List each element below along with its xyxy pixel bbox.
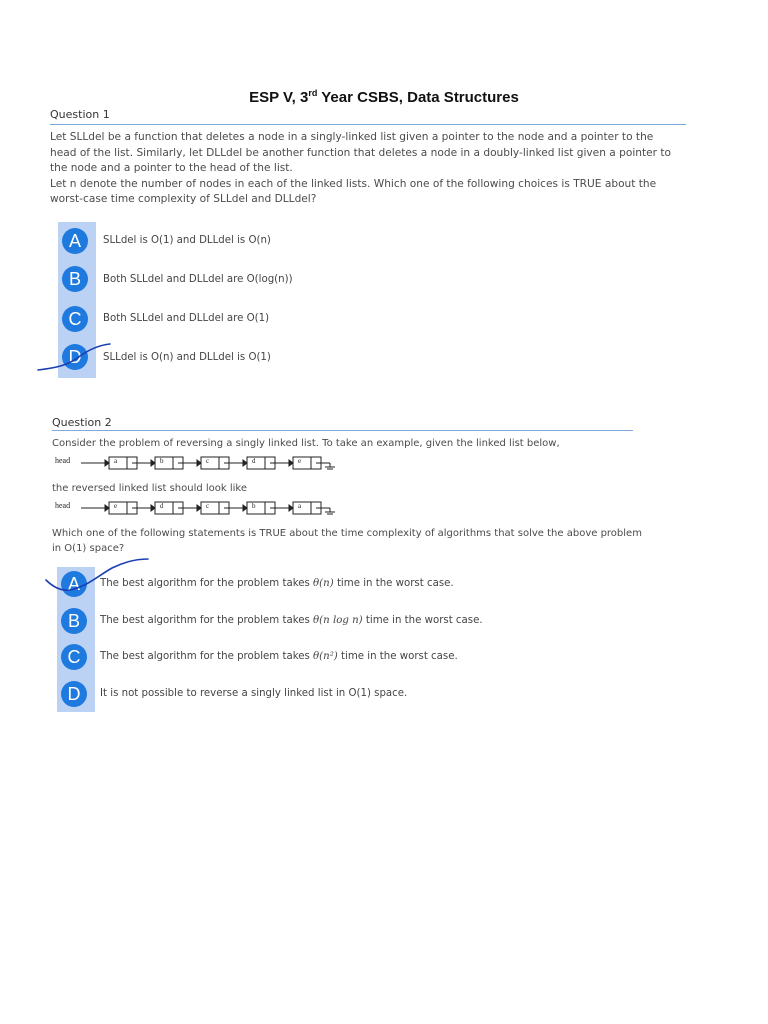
q1-option-c[interactable] (62, 306, 88, 332)
node-value: b (252, 502, 256, 510)
handwritten-checkmark-q2 (40, 556, 152, 596)
option-badge-a: A (61, 571, 87, 597)
question-2-line: in O(1) space? (52, 542, 125, 554)
question-1-line: Let SLLdel be a function that deletes a node in a singly-linked list given a pointer to the node and a pointer to the (50, 131, 654, 143)
q2-option-b-text (100, 615, 483, 626)
question-2-middle-text: the reversed linked list should look like (52, 483, 248, 494)
linked-list-head-label: head (55, 456, 71, 465)
node-value: d (252, 457, 256, 465)
question-1-line: Let n denote the number of nodes in each of the linked lists. Which one of the following choices is TRUE about the (50, 177, 657, 190)
question-1-line: head of the list. Similarly, let DLLdel be another function that deletes a node in a doubly-linked list given a pointer to (50, 146, 672, 159)
option-text: It is not possible to reverse a singly linked list in O(1) space. (100, 688, 408, 699)
option-text: time in the worst case. (333, 578, 454, 589)
option-badge-b: B (61, 608, 87, 634)
option-badge-c: C (61, 644, 87, 670)
q1-option-b-text: Both SLLdel and DLLdel are O(log(n)) (103, 274, 293, 285)
option-badge-b: B (62, 266, 88, 292)
node-value: b (160, 457, 164, 465)
q1-option-a-text: SLLdel is O(1) and DLLdel is O(n) (103, 235, 271, 246)
option-text: time in the worst case. (362, 615, 483, 626)
q1-option-d-text: SLLdel is O(n) and DLLdel is O(1) (103, 352, 271, 363)
option-badge-d: D (61, 681, 87, 707)
option-text: time in the worst case. (337, 651, 458, 662)
q1-option-a[interactable] (62, 228, 88, 254)
option-text: The best algorithm for the problem takes (100, 578, 314, 589)
option-text: The best algorithm for the problem takes (100, 651, 314, 662)
node-value: e (298, 457, 302, 465)
option-badge-a: A (62, 228, 88, 254)
q1-option-b[interactable] (62, 266, 88, 292)
linked-list-reversed (55, 500, 355, 516)
question-1-line: worst-case time complexity of SLLdel and DLLdel? (50, 193, 317, 205)
question-1-heading: Question 1 (50, 108, 110, 121)
question-2-heading: Question 2 (52, 416, 112, 429)
option-math: θ(n log n) (313, 615, 363, 626)
option-text: The best algorithm for the problem takes (100, 615, 314, 626)
question-1-line: the node and a pointer to the head of the list. (50, 162, 293, 174)
title-text-rest: Year CSBS, Data Structures (317, 89, 519, 106)
linked-list-diagram (55, 455, 355, 471)
option-badge-c: C (62, 306, 88, 332)
question-2-question (52, 527, 642, 556)
question-1-rule (50, 124, 686, 125)
node-value: e (114, 502, 118, 510)
handwritten-checkmark-q1 (34, 340, 114, 376)
title-superscript: rd (308, 88, 318, 98)
q2-option-d-text (100, 688, 407, 699)
node-value: a (298, 502, 302, 510)
option-badge-d: D (62, 344, 88, 370)
q2-option-a-text (100, 578, 454, 589)
question-2-line: Which one of the following statements is TRUE about the time complexity of algorithms that solve the above problem (52, 528, 642, 539)
node-value: a (114, 457, 118, 465)
linked-list-head-label: head (55, 501, 71, 510)
q1-option-c-text: Both SLLdel and DLLdel are O(1) (103, 313, 270, 324)
q2-option-b[interactable] (61, 608, 87, 634)
option-math: θ(n²) (313, 651, 338, 662)
node-value: c (206, 502, 210, 510)
page-title (0, 88, 768, 106)
linked-list-diagram (55, 500, 355, 516)
q2-option-c[interactable] (61, 644, 87, 670)
question-2-intro: Consider the problem of reversing a singly linked list. To take an example, given the linked list below, (52, 438, 560, 449)
node-value: c (206, 457, 210, 465)
title-text: ESP V, 3 (249, 89, 309, 106)
option-math: θ(n) (313, 578, 334, 589)
q2-option-d[interactable] (61, 681, 87, 707)
question-1-text (50, 130, 710, 208)
q2-option-c-text (100, 651, 458, 662)
linked-list-original (55, 455, 355, 471)
question-2-rule (52, 430, 633, 431)
node-value: d (160, 502, 164, 510)
